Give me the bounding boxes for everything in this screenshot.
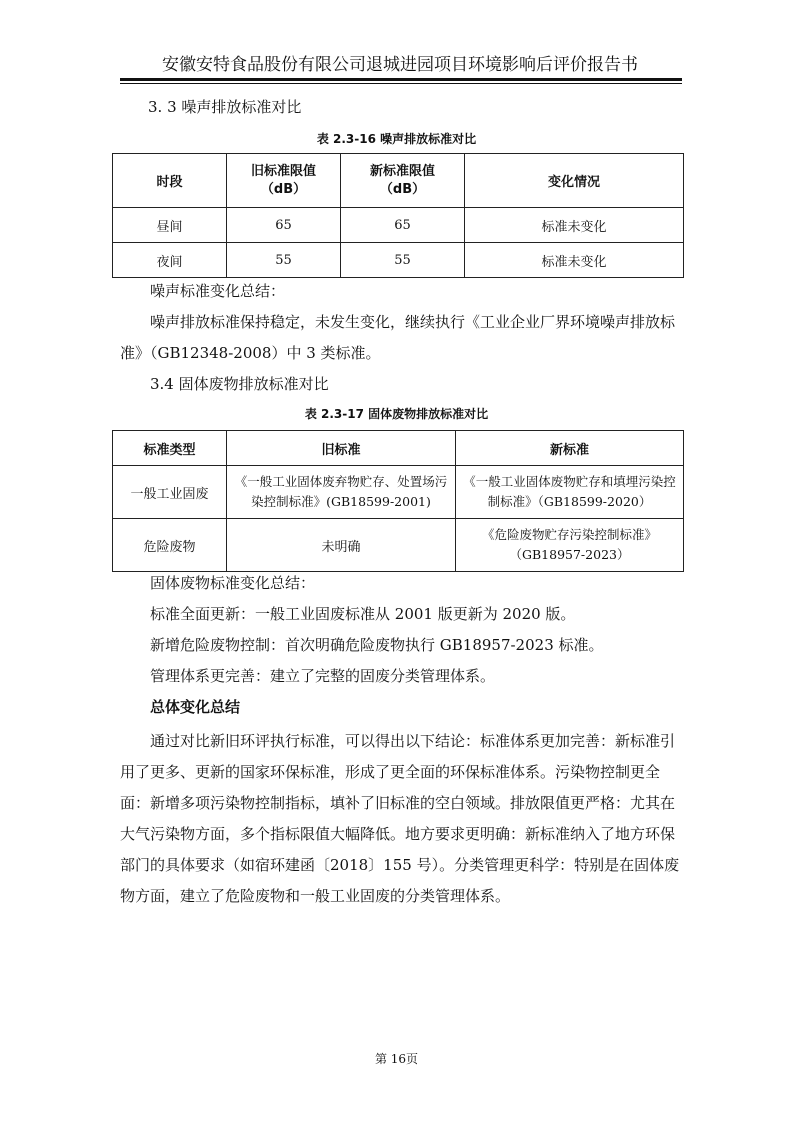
- table-header: 时段: [113, 154, 227, 208]
- table-cell: 标准未变化: [465, 243, 684, 278]
- table-cell: 65: [341, 208, 465, 243]
- table-17-caption: 表 2.3-17 固体废物排放标准对比: [304, 407, 489, 421]
- table-row: [113, 243, 684, 278]
- table-row: [113, 466, 684, 519]
- noise-summary-text: 噪声排放标准保持稳定，未发生变化，继续执行《工业企业厂界环境噪声排放标准》（GB12348-2008）中 3 类标准。: [120, 313, 676, 362]
- table-cell: 昼间: [113, 208, 227, 243]
- table-cell: 夜间: [113, 243, 227, 278]
- solid-summary-item: 管理体系更完善：建立了完整的固废分类管理体系。: [150, 667, 496, 685]
- overall-summary-text: 通过对比新旧环评执行标准，可以得出以下结论：标准体系更加完善：新标准引用了更多、更新的国家环保标准，形成了更全面的环保标准体系。污染物控制更全面：新增多项污染物控制指标，填补了旧标准的空白领域。排放限值更严格：尤其在大气污染物方面，多个指标限值大幅降低。地方要求更明确：新标准纳入了地方环保部门的具体要求（如宿环建函〔2018〕155 号）。分类管理更科学：特别是在固体废物方面，建立了危险废物和一般工业固废的分类管理体系。: [120, 732, 680, 905]
- solid-summary-item: 新增危险废物控制：首次明确危险废物执行 GB18957-2023 标准。: [150, 636, 604, 654]
- table-cell: 《危险废物贮存污染控制标准》（GB18957-2023）: [456, 519, 684, 572]
- table-header: 变化情况: [465, 154, 684, 208]
- table-cell: 标准未变化: [465, 208, 684, 243]
- table-row: [113, 519, 684, 572]
- table-header: 新标准限值 （dB）: [341, 154, 465, 208]
- table-cell: 《一般工业固体废物贮存和填埋污染控制标准》（GB18599-2020）: [456, 466, 684, 519]
- table-cell: 未明确: [227, 519, 456, 572]
- table-header: 标准类型: [113, 431, 227, 466]
- section-heading-3-3: 3. 3 噪声排放标准对比: [148, 98, 302, 116]
- table-16-caption: 表 2.3-16 噪声排放标准对比: [316, 132, 477, 146]
- solid-summary-item: 标准全面更新：一般工业固废标准从 2001 版更新为 2020 版。: [150, 605, 576, 623]
- solid-waste-standard-table: [112, 430, 684, 572]
- table-cell: 一般工业固废: [113, 466, 227, 519]
- table-cell: 65: [227, 208, 341, 243]
- overall-summary-heading: 总体变化总结: [150, 698, 241, 716]
- page-number: 第 16页: [374, 1052, 419, 1066]
- page-header-title: 安徽安特食品股份有限公司退城进园项目环境影响后评价报告书: [162, 55, 638, 75]
- noise-standard-table: [112, 153, 684, 278]
- section-heading-3-4: 3.4 固体废物排放标准对比: [150, 375, 329, 393]
- table-row: [113, 208, 684, 243]
- table-cell: 危险废物: [113, 519, 227, 572]
- solid-summary-label: 固体废物标准变化总结：: [150, 574, 316, 592]
- table-cell: 55: [341, 243, 465, 278]
- header-rule-thick: [120, 78, 682, 81]
- table-header: 新标准: [456, 431, 684, 466]
- table-cell: 55: [227, 243, 341, 278]
- table-cell: 《一般工业固体废弃物贮存、处置场污染控制标准》(GB18599-2001): [227, 466, 456, 519]
- table-header: 旧标准: [227, 431, 456, 466]
- header-rule-thin: [120, 83, 682, 84]
- table-header: 旧标准限值 （dB）: [227, 154, 341, 208]
- noise-summary-label: 噪声标准变化总结：: [150, 282, 286, 300]
